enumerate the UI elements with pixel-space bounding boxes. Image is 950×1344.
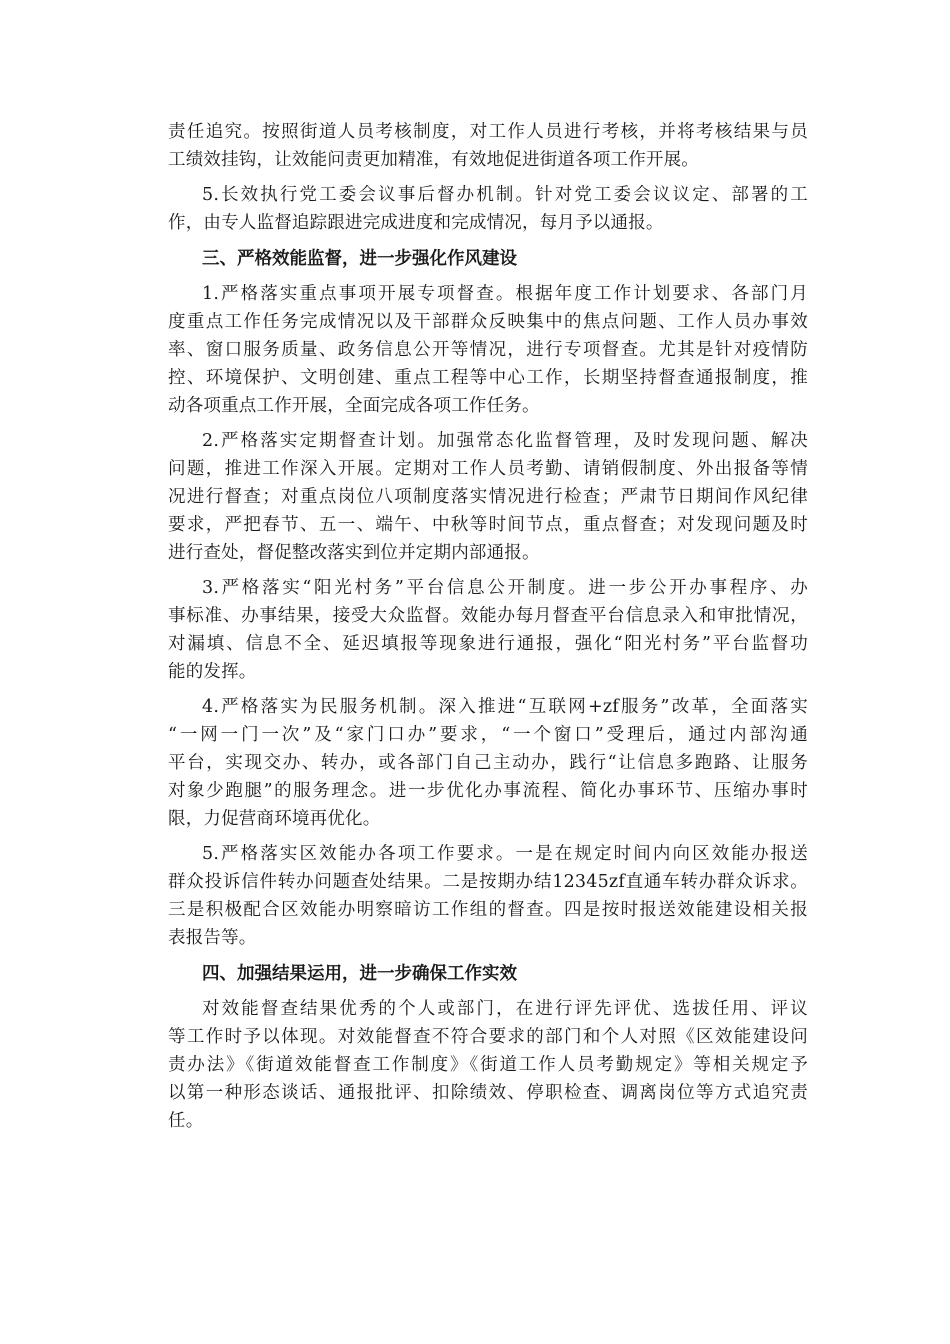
text-line: 限，力促营商环境再优化。 — [168, 809, 381, 829]
text-line: 责办法》《街道效能督查工作制度》《街道工作人员考勤规定》等相关规定予 — [168, 1055, 808, 1075]
text-line: 4.严格落实为民服务机制。深入推进“互联网+zf服务”改革，全面落实 — [202, 697, 808, 717]
text-line: 对漏填、信息不全、延迟填报等现象进行通报，强化“阳光村务”平台监督功 — [168, 634, 808, 654]
text-line: 况进行督查；对重点岗位八项制度落实情况进行检查；严肃节日期间作风纪律 — [168, 487, 808, 507]
text-line: 2.严格落实定期督查计划。加强常态化监督管理，及时发现问题、解决 — [202, 431, 808, 451]
section-heading: 三、严格效能监督，进一步强化作风建设 — [202, 249, 517, 269]
paragraph — [168, 574, 808, 686]
text-line: 动各项重点工作开展，全面完成各项工作任务。 — [168, 396, 540, 416]
text-line: 等工作时予以体现。对效能督查不符合要求的部门和个人对照《区效能建设问 — [168, 1027, 808, 1047]
text-line: 三是积极配合区效能办明察暗访工作组的督查。四是按时报送效能建设相关报 — [168, 900, 808, 920]
text-line: 要求，严把春节、五一、端午、中秋等时间节点，重点督查；对发现问题及时 — [168, 515, 808, 535]
text-line: 责任追究。按照街道人员考核制度，对工作人员进行考核，并将考核结果与员 — [168, 122, 808, 142]
paragraph — [168, 995, 808, 1135]
paragraph — [168, 693, 808, 833]
paragraph — [168, 181, 808, 237]
text-line: 工绩效挂钩，让效能问责更加精准，有效地促进街道各项工作开展。 — [168, 150, 699, 170]
text-line: 5.严格落实区效能办各项工作要求。一是在规定时间内向区效能办报送 — [202, 844, 808, 864]
text-line: 群众投诉信件转办问题查处结果。二是按期办结12345zf直通车转办群众诉求。 — [168, 872, 808, 892]
paragraph — [168, 118, 808, 174]
text-line: 对效能督查结果优秀的个人或部门，在进行评先评优、选拔任用、评议 — [202, 999, 808, 1019]
paragraph — [168, 280, 808, 420]
document-page — [168, 118, 808, 1142]
text-line: 率、窗口服务质量、政务信息公开等情况，进行专项督查。尤其是针对疫情防 — [168, 340, 808, 360]
section-heading: 四、加强结果运用，进一步确保工作实效 — [202, 964, 517, 984]
text-line: 以第一种形态谈话、通报批评、扣除绩效、停职检查、调离岗位等方式追究责 — [168, 1083, 808, 1103]
text-line: 5.长效执行党工委会议事后督办机制。针对党工委会议议定、部署的工 — [202, 185, 808, 205]
text-line: 度重点工作任务完成情况以及干部群众反映集中的焦点问题、工作人员办事效 — [168, 312, 808, 332]
text-line: 进行查处，督促整改落实到位并定期内部通报。 — [168, 543, 540, 563]
text-line: 控、环境保护、文明创建、重点工程等中心工作，长期坚持督查通报制度，推 — [168, 368, 808, 388]
text-line: 1.严格落实重点事项开展专项督查。根据年度工作计划要求、各部门月 — [202, 284, 808, 304]
text-line: 事标准、办事结果，接受大众监督。效能办每月督查平台信息录入和审批情况， — [168, 606, 808, 626]
paragraph — [168, 427, 808, 567]
text-line: 表报告等。 — [168, 928, 257, 948]
text-line: 对象少跑腿”的服务理念。进一步优化办事流程、简化办事环节、压缩办事时 — [168, 781, 808, 801]
paragraph — [168, 840, 808, 952]
text-line: 3.严格落实“阳光村务”平台信息公开制度。进一步公开办事程序、办 — [202, 578, 808, 598]
text-line: 平台，实现交办、转办，或各部门自己主动办，践行“让信息多跑路、让服务 — [168, 753, 808, 773]
text-line: 作，由专人监督追踪跟进完成进度和完成情况，每月予以通报。 — [168, 213, 664, 233]
text-line: 问题，推进工作深入开展。定期对工作人员考勤、请销假制度、外出报备等情 — [168, 459, 808, 479]
text-line: 能的发挥。 — [168, 662, 257, 682]
text-line: 任。 — [168, 1111, 204, 1131]
text-line: “一网一门一次”及“家门口办”要求，“一个窗口”受理后，通过内部沟通 — [168, 725, 808, 745]
